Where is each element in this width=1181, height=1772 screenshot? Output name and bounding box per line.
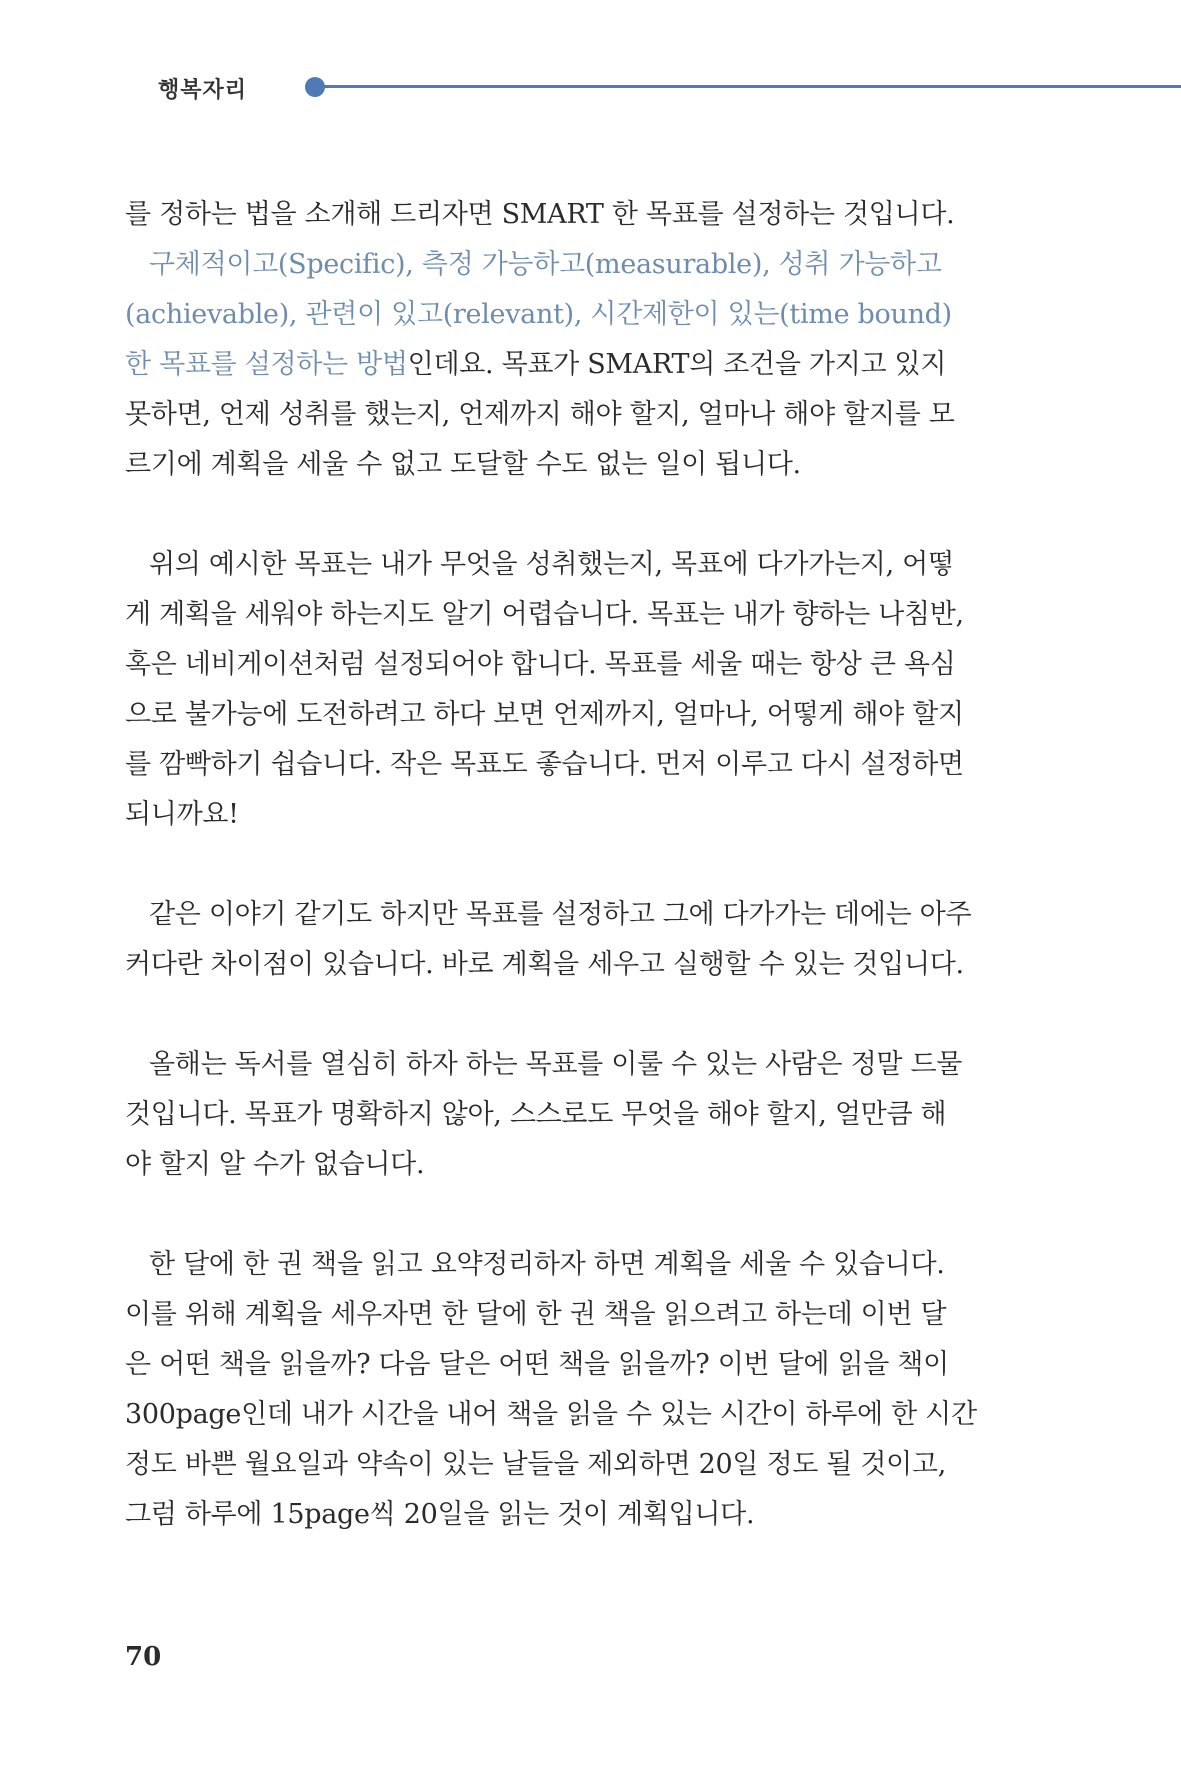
paragraph-difference	[125, 890, 1005, 990]
highlight-line: 구체적이고(Specific), 측정 가능하고(measurable), 성취 가능하고	[149, 249, 942, 280]
text-line: 한 달에 한 권 책을 읽고 요약정리하자 하면 계획을 세울 수 있습니다.	[149, 1249, 945, 1280]
text-line: 300page인데 내가 시간을 내어 책을 읽을 수 있는 시간이 하루에 한 시간	[125, 1399, 977, 1430]
text-line: 혹은 네비게이션처럼 설정되어야 합니다. 목표를 세울 때는 항상 큰 욕심	[125, 649, 956, 680]
text-line: 올해는 독서를 열심히 하자 하는 목표를 이룰 수 있는 사람은 정말 드물	[149, 1049, 963, 1080]
header-title: 행복자리	[158, 78, 248, 103]
text-line: 야 할지 알 수가 없습니다.	[125, 1149, 425, 1180]
text-line: 를 깜빡하기 쉽습니다. 작은 목표도 좋습니다. 먼저 이루고 다시 설정하면	[125, 749, 964, 780]
page-body	[125, 190, 1005, 1590]
text-line: 게 계획을 세워야 하는지도 알기 어렵습니다. 목표는 내가 향하는 나침반,	[125, 599, 964, 630]
paragraph-plan	[125, 1240, 1005, 1540]
text-line: 것입니다. 목표가 명확하지 않아, 스스로도 무엇을 해야 할지, 얼만큼 해	[125, 1099, 947, 1130]
text-line: 위의 예시한 목표는 내가 무엇을 성취했는지, 목표에 다가가는지, 어떻	[149, 549, 954, 580]
highlight-line: (achievable), 관련이 있고(relevant), 시간제한이 있는(time bound)	[125, 299, 952, 330]
paragraph-reading-goal	[125, 1040, 1005, 1190]
text-line: 은 어떤 책을 읽을까? 다음 달은 어떤 책을 읽을까? 이번 달에 읽을 책이	[125, 1349, 949, 1380]
page-number: 70	[125, 1642, 162, 1672]
text-phrase: 인데요. 목표가 SMART의 조건을 가지고 있지	[407, 349, 947, 380]
header-rule	[318, 85, 1181, 88]
header-dot-icon	[305, 77, 325, 97]
text-line: 되니까요!	[125, 799, 239, 830]
text-line: 를 정하는 법을 소개해 드리자면 SMART 한 목표를 설정하는 것입니다.	[125, 199, 955, 230]
text-line: 이를 위해 계획을 세우자면 한 달에 한 권 책을 읽으려고 하는데 이번 달	[125, 1299, 947, 1330]
text-line: 으로 불가능에 도전하려고 하다 보면 언제까지, 얼마나, 어떻게 해야 할지	[125, 699, 964, 730]
mixed-line	[125, 340, 1005, 390]
paragraph-example	[125, 540, 1005, 840]
text-line: 못하면, 언제 성취를 했는지, 언제까지 해야 할지, 얼마나 해야 할지를 모	[125, 399, 955, 430]
running-header	[0, 64, 1181, 114]
highlight-phrase: 한 목표를 설정하는 방법	[125, 349, 408, 380]
text-line: 같은 이야기 같기도 하지만 목표를 설정하고 그에 다가가는 데에는 아주	[149, 899, 972, 930]
text-line: 정도 바쁜 월요일과 약속이 있는 날들을 제외하면 20일 정도 될 것이고,	[125, 1449, 946, 1480]
text-line: 그럼 하루에 15page씩 20일을 읽는 것이 계획입니다.	[125, 1499, 755, 1530]
text-line: 르기에 계획을 세울 수 없고 도달할 수도 없는 일이 됩니다.	[125, 449, 801, 480]
paragraph-smart	[125, 190, 1005, 490]
text-line: 커다란 차이점이 있습니다. 바로 계획을 세우고 실행할 수 있는 것입니다.	[125, 949, 964, 980]
